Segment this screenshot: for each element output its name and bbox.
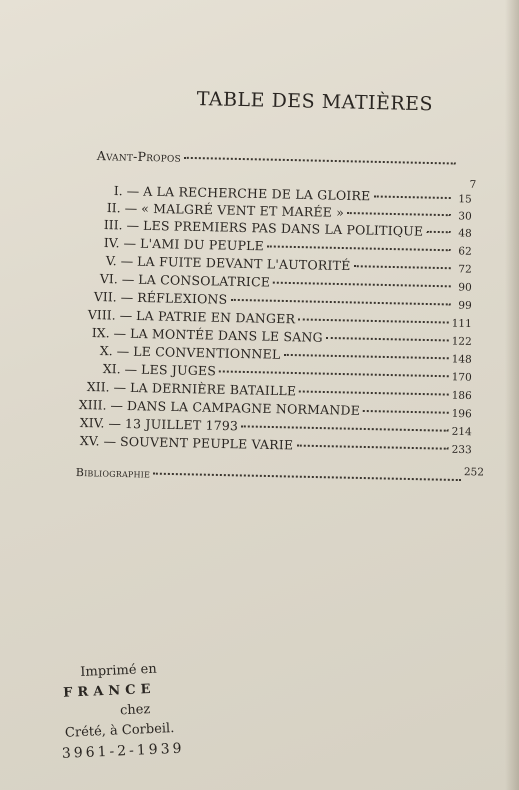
toc-entry-page: 170 <box>451 371 472 384</box>
imprint-line: Imprimé en <box>80 661 158 681</box>
dot-leader <box>299 390 448 395</box>
toc-entry-dash: — <box>123 235 137 251</box>
toc-entry-number: V. <box>105 253 117 269</box>
toc-entry-page: 62 <box>458 245 472 258</box>
toc-entry-label: L'AMI DU PEUPLE <box>139 235 265 254</box>
toc-entry-label: « MALGRÉ VENT ET MARÉE » <box>141 200 345 220</box>
toc-entry-dash: — <box>113 325 127 341</box>
toc-entry-number: XV. <box>79 433 100 449</box>
toc-entry-dash: — <box>120 253 134 269</box>
toc-entry-dash: — <box>126 217 140 233</box>
toc-entry-number: VII. <box>93 289 117 305</box>
toc-entry-page: 7 <box>469 178 477 191</box>
dot-leader <box>283 354 448 359</box>
toc-entry-page: 196 <box>451 407 472 421</box>
toc-entry-label: LA CONSOLATRICE <box>138 271 271 290</box>
toc-entry-dash: — <box>124 200 138 216</box>
toc-entry-label: LA PATRIE EN DANGER <box>135 308 296 327</box>
toc-entry-number: VI. <box>99 271 118 287</box>
toc-entry-dash: — <box>120 289 134 305</box>
imprint-line: chez <box>119 702 151 719</box>
toc-entry-bibliographie <box>76 466 484 488</box>
imprint-printer: Crété, à Corbeil. <box>64 720 175 741</box>
dot-leader <box>363 410 449 414</box>
dot-leader <box>219 370 449 377</box>
toc-entry-label: RÉFLEXIONS <box>137 289 228 307</box>
imprint-country: FRANCE <box>62 681 156 701</box>
toc-entry-page: 90 <box>458 281 472 294</box>
toc-entry-page: 122 <box>451 335 472 348</box>
dot-leader <box>353 265 450 269</box>
toc-entry-dash: — <box>113 379 127 395</box>
toc-entry-label: LES PREMIERS PAS DANS LA POLITIQUE <box>142 217 424 239</box>
imprint-code: 3961-2-1939 <box>61 740 185 762</box>
dot-leader <box>296 445 448 450</box>
toc-entry-number: XIII. <box>78 397 107 413</box>
toc-entry-label: DANS LA CAMPAGNE NORMANDE <box>126 398 361 418</box>
toc-entry-label: A LA RECHERCHE DE LA GLOIRE <box>143 183 371 204</box>
toc-entry-avant-propos <box>96 148 477 191</box>
toc-entry-number: II. <box>106 200 121 216</box>
dot-leader <box>373 195 450 199</box>
dot-leader <box>326 337 449 342</box>
toc-entry-dash: — <box>108 415 122 431</box>
toc-entry-page: 148 <box>451 353 472 366</box>
toc-entry-page: 72 <box>458 263 472 276</box>
toc-entry-label: SOUVENT PEUPLE VARIE <box>119 433 294 453</box>
dot-leader <box>241 425 449 431</box>
dot-leader <box>184 157 456 165</box>
toc-entry-number: XIV. <box>79 415 105 431</box>
dot-leader <box>298 318 449 323</box>
dot-leader <box>230 299 450 306</box>
toc-entry-page: 30 <box>458 210 472 223</box>
dot-leader <box>347 212 451 216</box>
toc-entry-label: LA MONTÉE DANS LE SANG <box>129 325 323 345</box>
printer-imprint <box>58 659 185 764</box>
toc-entry-number: XI. <box>102 361 121 377</box>
toc-entry-number: XII. <box>86 379 110 395</box>
toc-entry-label: 13 JUILLET 1793 <box>124 415 239 434</box>
dot-leader <box>153 473 461 481</box>
toc-entry-number: VIII. <box>87 307 116 323</box>
dot-leader <box>267 245 451 251</box>
toc-entry-page: 99 <box>458 299 472 312</box>
toc-entry-dash: — <box>110 397 124 413</box>
toc-entry-page: 252 <box>463 466 485 479</box>
toc-entry-page: 15 <box>458 193 472 206</box>
toc-entry-label: Bibliographie <box>75 466 151 481</box>
toc-entry-dash: — <box>119 307 133 323</box>
toc-entry-page: 233 <box>451 443 472 457</box>
toc-entry-page: 48 <box>458 227 472 240</box>
toc-entry-dash: — <box>126 183 140 199</box>
toc-entry-dash: — <box>103 433 117 449</box>
page-title: TABLE DES MATIÈRES <box>196 88 434 116</box>
toc-entry-page: 111 <box>451 317 472 331</box>
dot-leader <box>273 282 451 288</box>
toc-entry-number: III. <box>103 217 123 233</box>
toc-entry-label: LES JUGES <box>140 361 217 379</box>
toc-entry-number: IV. <box>103 235 120 251</box>
toc-entry-label: Avant-Propos <box>96 148 182 165</box>
toc-entry-page: 186 <box>451 389 472 403</box>
toc-entry-label: LA FUITE DEVANT L'AUTORITÉ <box>136 253 351 274</box>
toc-entry-number: X. <box>99 343 113 359</box>
toc-entry-page: 214 <box>451 425 472 439</box>
toc-entry-label: LA DERNIÈRE BATAILLE <box>129 379 297 399</box>
toc-entry-label: LE CONVENTIONNEL <box>133 343 281 362</box>
toc-entry-dash: — <box>116 343 130 359</box>
toc-entry-dash: — <box>124 361 138 377</box>
toc-entry-dash: — <box>121 271 135 287</box>
toc-entry-number: I. <box>113 183 123 199</box>
toc-entry-number: IX. <box>91 325 110 341</box>
dot-leader <box>426 231 451 234</box>
